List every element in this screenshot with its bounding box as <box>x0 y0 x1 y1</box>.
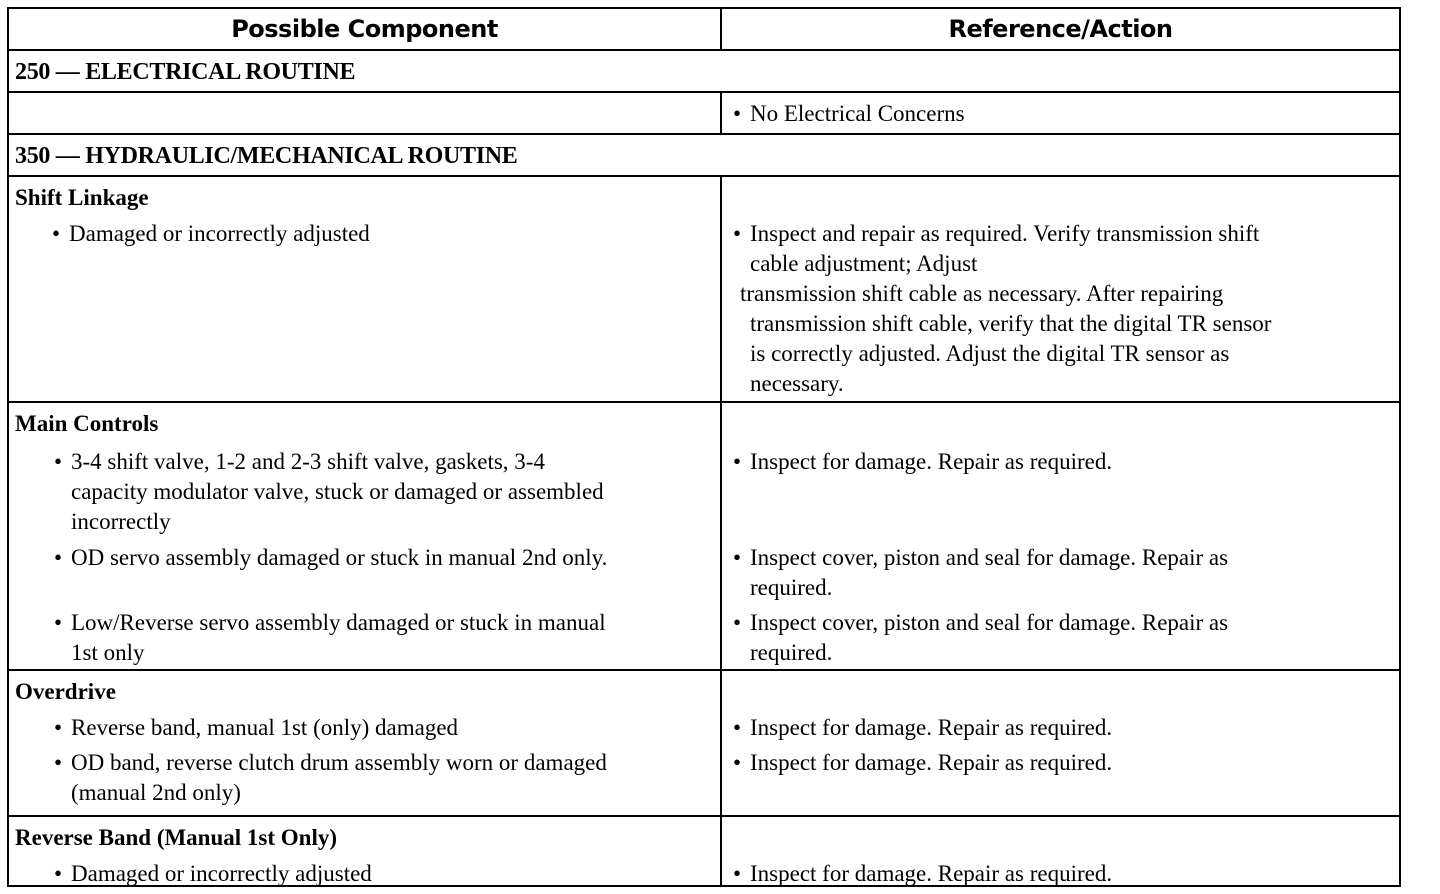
component-text: Reverse band, manual 1st (only) damaged <box>71 715 459 740</box>
component-line: (manual 2nd only) <box>71 780 241 805</box>
action-cell <box>722 93 1399 133</box>
list-item <box>733 99 965 129</box>
component-line: OD band, reverse clutch drum assembly worn or damaged <box>71 750 607 775</box>
component-line: incorrectly <box>71 509 171 534</box>
section-title-hydraulic: 350 — HYDRAULIC/MECHANICAL ROUTINE <box>15 143 518 169</box>
bullet-icon: • <box>733 750 742 775</box>
table-row <box>9 671 1399 817</box>
group-title: Main Controls <box>15 411 159 436</box>
bullet-icon: • <box>733 221 742 246</box>
action-cell <box>722 403 1399 669</box>
action-line: cable adjustment; Adjust <box>750 251 978 276</box>
bullet-icon: • <box>733 449 742 474</box>
section-title-electrical: 250 — ELECTRICAL ROUTINE <box>15 59 356 85</box>
component-text: Damaged or incorrectly adjusted <box>71 861 372 886</box>
list-item <box>54 447 604 537</box>
bullet-icon: • <box>54 449 63 474</box>
action-text: Inspect for damage. Repair as required. <box>750 715 1113 740</box>
table-row <box>9 403 1399 671</box>
list-item <box>733 859 1113 889</box>
action-line: is correctly adjusted. Adjust the digital TR sensor as <box>750 341 1230 366</box>
group-title: Shift Linkage <box>15 185 149 210</box>
component-cell <box>9 817 722 887</box>
header-possible-component: Possible Component <box>9 9 722 49</box>
component-text: Damaged or incorrectly adjusted <box>69 221 370 246</box>
action-line: necessary. <box>750 371 844 396</box>
component-line: capacity modulator valve, stuck or damaged or assembled <box>71 479 604 504</box>
list-item <box>733 543 1229 603</box>
bullet-icon: • <box>54 750 63 775</box>
list-item <box>54 713 459 743</box>
action-line: transmission shift cable as necessary. After repairing <box>740 281 1224 306</box>
section-row-hydraulic <box>9 135 1399 177</box>
bullet-icon: • <box>54 861 63 886</box>
action-line: Inspect and repair as required. Verify transmission shift <box>750 221 1260 246</box>
action-line: required. <box>750 640 833 665</box>
component-line: 1st only <box>71 640 145 665</box>
bullet-icon: • <box>733 101 742 126</box>
component-line: Low/Reverse servo assembly damaged or stuck in manual <box>71 610 606 635</box>
group-title: Overdrive <box>15 679 116 704</box>
list-item <box>54 543 608 573</box>
bullet-icon: • <box>733 545 742 570</box>
bullet-icon: • <box>733 715 742 740</box>
list-item <box>733 608 1229 668</box>
action-line: Inspect cover, piston and seal for damage. Repair as <box>750 545 1229 570</box>
component-cell <box>9 403 722 669</box>
table-row <box>9 817 1399 887</box>
action-text: Inspect for damage. Repair as required. <box>750 750 1113 775</box>
table-row <box>9 93 1399 135</box>
list-item <box>52 219 370 249</box>
diagnostic-table <box>7 7 1401 887</box>
action-text: No Electrical Concerns <box>750 101 965 126</box>
bullet-icon: • <box>733 610 742 635</box>
action-cell <box>722 817 1399 887</box>
list-item <box>733 748 1113 778</box>
component-cell <box>9 671 722 815</box>
list-item <box>733 447 1113 477</box>
action-line: Inspect cover, piston and seal for damage. Repair as <box>750 610 1229 635</box>
component-cell <box>9 177 722 401</box>
bullet-icon: • <box>54 715 63 740</box>
section-row-electrical <box>9 51 1399 93</box>
action-cell <box>722 177 1399 401</box>
action-text: Inspect for damage. Repair as required. <box>750 861 1113 886</box>
component-text: OD servo assembly damaged or stuck in manual 2nd only. <box>71 545 608 570</box>
list-item <box>54 748 607 808</box>
action-cell <box>722 671 1399 815</box>
action-text: Inspect for damage. Repair as required. <box>750 449 1113 474</box>
bullet-icon: • <box>54 545 63 570</box>
bullet-icon: • <box>52 221 61 246</box>
list-item <box>54 859 372 889</box>
table-row <box>9 177 1399 403</box>
action-line: required. <box>750 575 833 600</box>
list-item <box>54 608 606 668</box>
header-row <box>9 9 1399 51</box>
action-line: transmission shift cable, verify that the digital TR sensor <box>750 311 1272 336</box>
bullet-icon: • <box>54 610 63 635</box>
list-item <box>733 219 1272 399</box>
component-line: 3-4 shift valve, 1-2 and 2-3 shift valve, gaskets, 3-4 <box>71 449 545 474</box>
list-item <box>733 713 1113 743</box>
empty-cell <box>9 93 722 133</box>
group-title: Reverse Band (Manual 1st Only) <box>15 825 337 850</box>
header-reference-action: Reference/Action <box>948 15 1173 43</box>
bullet-icon: • <box>733 861 742 886</box>
